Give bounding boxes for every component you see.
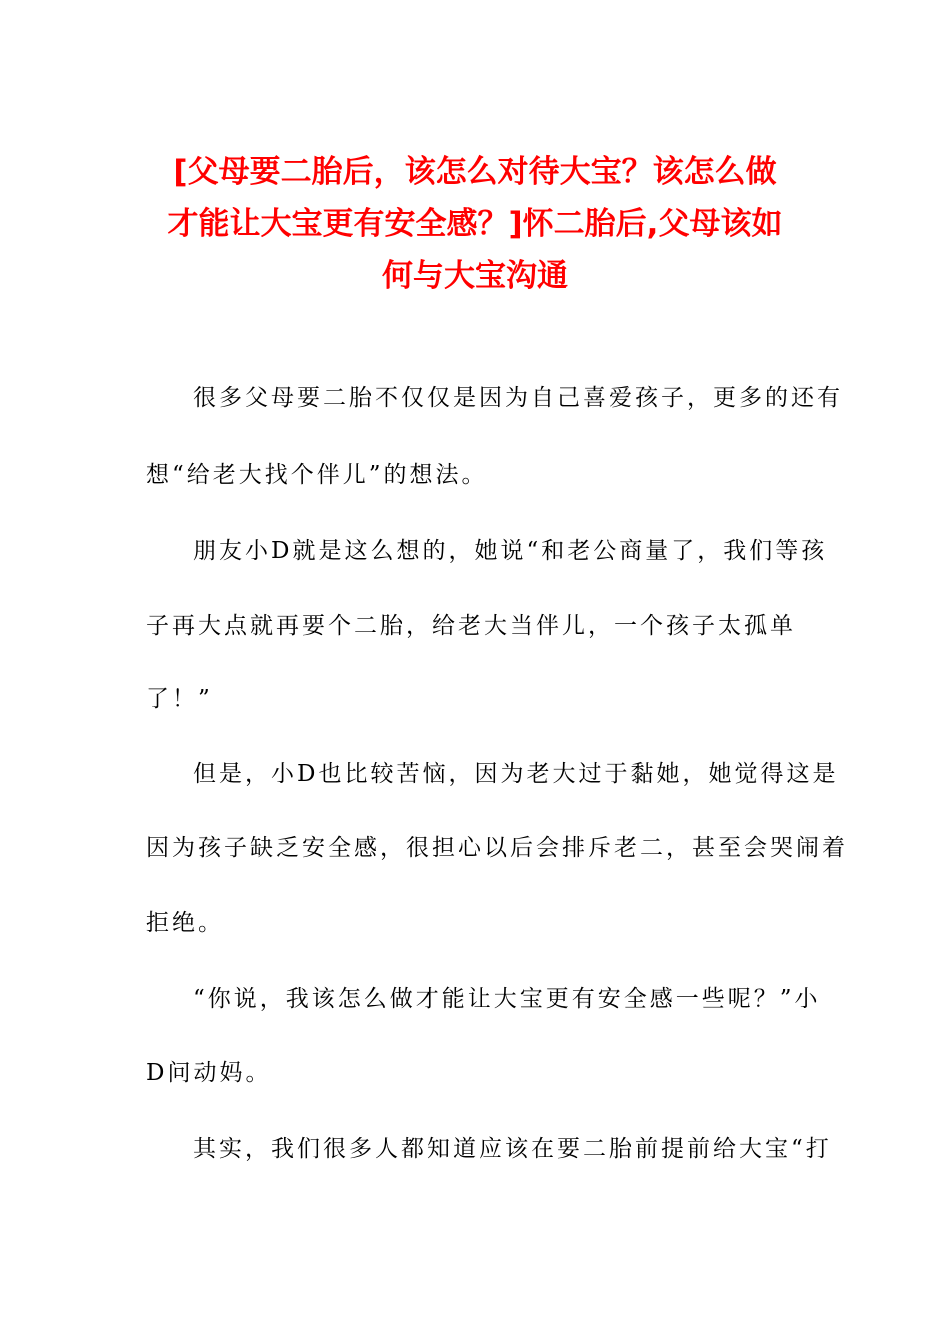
title-line-1: [父母要二胎后，该怎么对待大宝？该怎么做	[173, 154, 777, 190]
title-line-2: 才能让大宝更有安全感？]怀二胎后,父母该如	[167, 206, 783, 242]
body-text-line: “你说，我该怎么做才能让大宝更有安全感一些呢？”小	[193, 986, 821, 1012]
body-text-line: 很多父母要二胎不仅仅是因为自己喜爱孩子，更多的还有	[193, 385, 843, 411]
body-text-line: 了！”	[146, 686, 213, 712]
body-text-line: D问动妈。	[146, 1060, 272, 1086]
body-text-line: 其实，我们很多人都知道应该在要二胎前提前给大宝“打	[193, 1136, 832, 1162]
body-text-line: 子再大点就再要个二胎，给老大当伴儿，一个孩子太孤单	[146, 613, 796, 639]
title-line-3: 何与大宝沟通	[382, 258, 568, 294]
body-text-line: 想“给老大找个伴儿”的想法。	[146, 462, 488, 488]
body-text-line: 但是，小D也比较苦恼，因为老大过于黏她，她觉得这是	[193, 761, 839, 787]
document-title	[140, 146, 810, 302]
body-text-line: 朋友小D就是这么想的，她说“和老公商量了，我们等孩	[193, 538, 828, 564]
body-text-line: 拒绝。	[146, 910, 224, 936]
body-text-line: 因为孩子缺乏安全感，很担心以后会排斥老二，甚至会哭闹着	[146, 835, 848, 861]
